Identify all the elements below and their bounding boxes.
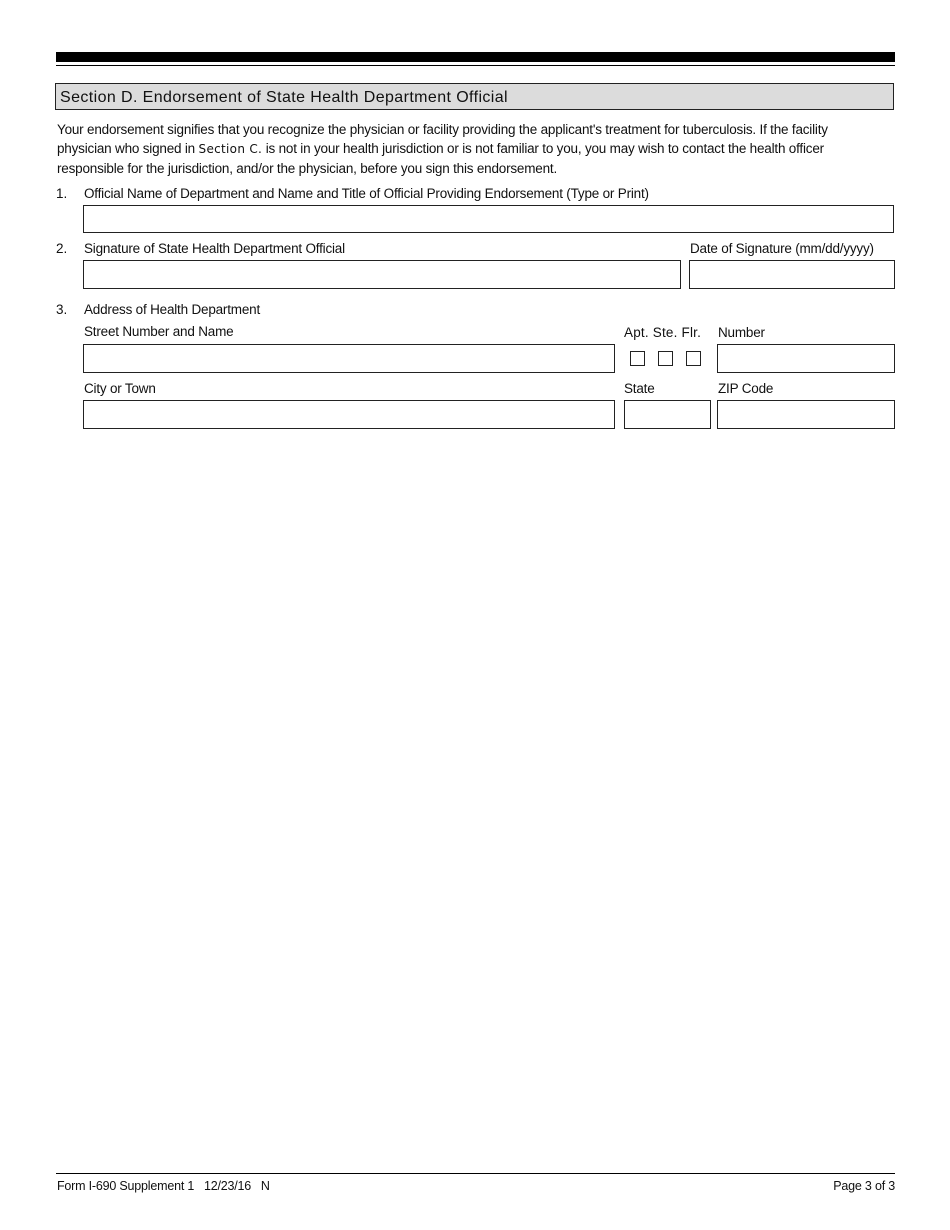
unit-type-label: Apt. Ste. Flr.	[624, 325, 702, 340]
address-heading: Address of Health Department	[84, 302, 260, 317]
item-2-number: 2.	[56, 241, 68, 256]
section-d-instructions	[57, 120, 877, 178]
unit-number-input[interactable]	[717, 344, 895, 373]
footer-rule	[56, 1173, 895, 1174]
apt-checkbox[interactable]	[630, 351, 645, 366]
section-d-header: Section D. Endorsement of State Health Department Official	[55, 83, 894, 110]
intro-text-part1: Your endorsement signifies that you recognize the physician or facility providing the applicant's treatment for tuberculosis. If the facility physician who signed in	[57, 122, 828, 156]
signature-label: Signature of State Health Department Official	[84, 241, 345, 256]
form-identifier: Form I-690 Supplement 1 12/23/16 N	[57, 1179, 270, 1193]
zip-label: ZIP Code	[718, 381, 774, 396]
zip-input[interactable]	[717, 400, 895, 429]
city-label: City or Town	[84, 381, 156, 396]
state-label: State	[624, 381, 655, 396]
street-input[interactable]	[83, 344, 615, 373]
city-input[interactable]	[83, 400, 615, 429]
top-rule-thin	[56, 65, 895, 66]
state-input[interactable]	[624, 400, 711, 429]
item-3-number: 3.	[56, 302, 68, 317]
flr-checkbox[interactable]	[686, 351, 701, 366]
top-rule-thick	[56, 52, 895, 62]
intro-text-part2: is not in your health jurisdiction or is not familiar to you, you may wish to contact the health officer responsible for the jurisdiction, and/or the physician, before you sign this endorsement.	[57, 141, 824, 176]
page-number: Page 3 of 3	[833, 1179, 895, 1193]
ste-checkbox[interactable]	[658, 351, 673, 366]
signature-input[interactable]	[83, 260, 681, 289]
item-1-number: 1.	[56, 186, 68, 201]
date-of-signature-label: Date of Signature (mm/dd/yyyy)	[690, 241, 874, 256]
intro-section-reference: Section C.	[198, 142, 263, 156]
street-label: Street Number and Name	[84, 324, 234, 339]
date-of-signature-input[interactable]	[689, 260, 895, 289]
official-name-label: Official Name of Department and Name and Title of Official Providing Endorsement (Type or Print)	[84, 186, 649, 201]
unit-number-label: Number	[718, 325, 765, 340]
official-name-input[interactable]	[83, 205, 894, 233]
